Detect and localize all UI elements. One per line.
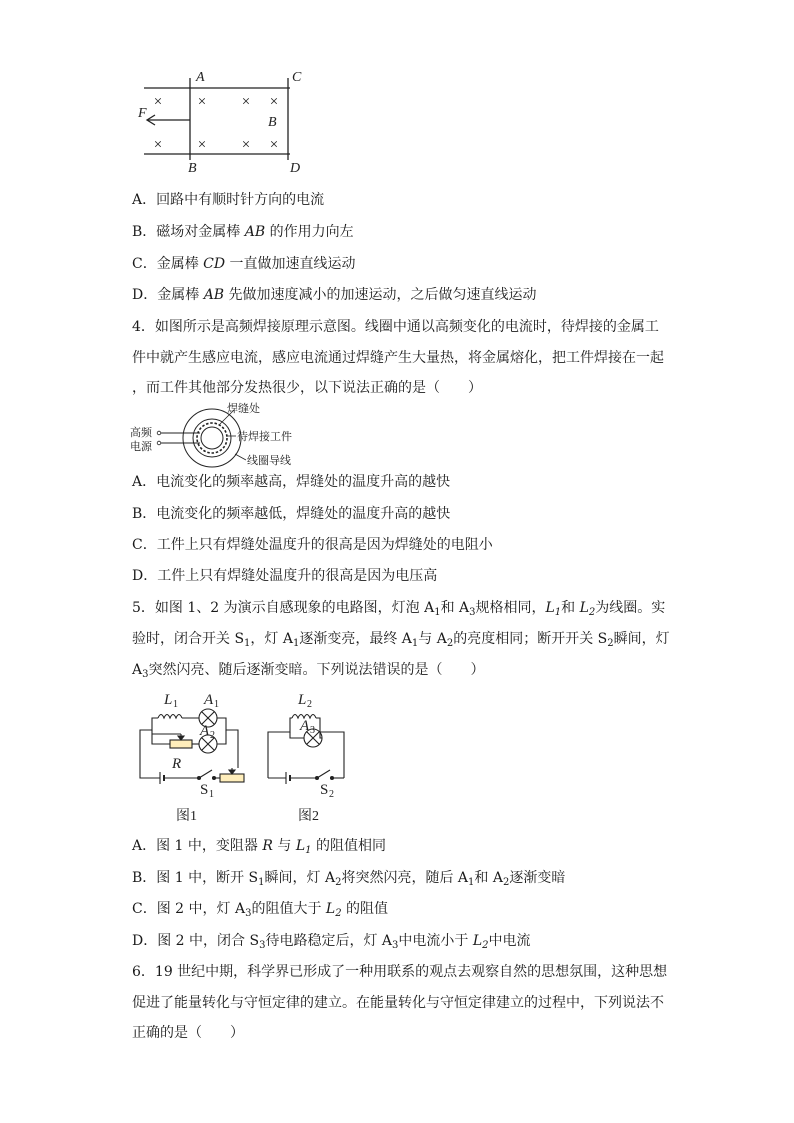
q4-option-b: B．电流变化的频率越低，焊缝处的温度升高的越快 <box>132 506 451 522</box>
svg-text:1: 1 <box>214 699 219 710</box>
q4-option-a: A．电流变化的频率越高，焊缝处的温度升高的越快 <box>132 474 451 490</box>
label-f: F <box>138 106 147 121</box>
label-a1: A <box>204 692 214 708</box>
label-d: D <box>290 161 301 176</box>
label-b: B <box>188 161 197 176</box>
q4-stem-line-1: 4．如图所示是高频焊接原理示意图。线圈中通以高频变化的电流时，待焊接的金属工 <box>132 319 659 335</box>
label-a3: A <box>300 718 310 734</box>
q5-option-b: B．图 1 中，断开 $S_1$瞬间，灯 $A_2$将突然闪亮，随后 $A_1$和 $A_2$逐渐变暗 <box>132 870 566 888</box>
svg-text:1: 1 <box>209 789 214 800</box>
q3-option-b: B．磁场对金属棒 AB 的作用力向左 <box>132 224 354 240</box>
field-cross: × <box>197 137 207 153</box>
label-a: A <box>196 70 205 85</box>
q6-stem-line-2: 促进了能量转化与守恒定律的建立。在能量转化与守恒定律建立的过程中，下列说法不 <box>132 995 664 1011</box>
label-r: R <box>172 756 182 772</box>
q4-option-c: C．工件上只有焊缝处温度升的很高是因为焊缝处的电阻小 <box>132 537 493 553</box>
label-c: C <box>292 70 302 85</box>
field-cross: × <box>153 94 163 110</box>
label-field-b: B <box>268 115 277 130</box>
label-s1: S <box>200 782 209 798</box>
svg-text:2: 2 <box>329 789 334 800</box>
svg-text:1: 1 <box>173 699 178 710</box>
q4-stem-line-3: ，而工件其他部分发热很少，以下说法正确的是（ ） <box>132 380 482 396</box>
caption-figure-1: 图1 <box>176 809 197 824</box>
label-workpiece: 待焊接工件 <box>237 431 292 443</box>
circuit-figure-2 <box>262 688 362 824</box>
svg-text:2: 2 <box>307 699 312 710</box>
field-cross: × <box>269 137 279 153</box>
q6-stem-line-1: 6．19 世纪中期，科学界已形成了一种用联系的观点去观察自然的思想氛围，这种思想 <box>132 964 668 980</box>
high-frequency-welding-figure <box>128 402 308 470</box>
q5-stem-line-3: $A_3$突然闪亮、随后逐渐变暗。下列说法错误的是（ ） <box>132 662 485 680</box>
label-l2: L <box>298 692 307 708</box>
field-cross: × <box>269 94 279 110</box>
q3-option-c: C．金属棒 CD 一直做加速直线运动 <box>132 256 356 272</box>
rails-magnetic-field-figure <box>130 66 320 178</box>
label-high-frequency: 高频 <box>130 427 152 439</box>
label-weld-seam: 焊缝处 <box>227 403 260 415</box>
q5-option-d: D．图 2 中，闭合 $S_3$待电路稳定后，灯 $A_3$中电流小于 $L_2$中电流 <box>132 933 531 951</box>
circuit-figure-1 <box>130 688 250 824</box>
label-s2: S <box>320 782 329 798</box>
q6-stem-line-3: 正确的是（ ） <box>132 1025 244 1041</box>
q5-stem-line-1: 5．如图 1、2 为演示自感现象的电路图，灯泡 $A_1$和 $A_3$规格相同，$L_1$和 $L_2$为线圈。实 <box>132 600 666 618</box>
caption-figure-2: 图2 <box>298 809 319 824</box>
label-a2: A <box>200 723 210 739</box>
label-l1: L <box>164 692 173 708</box>
q4-option-d: D．工件上只有焊缝处温度升的很高是因为电压高 <box>132 568 438 584</box>
label-power-source: 电源 <box>130 441 152 453</box>
label-coil-wire: 线圈导线 <box>247 455 291 467</box>
q3-option-d: D．金属棒 AB 先做加速度减小的加速运动，之后做匀速直线运动 <box>132 287 537 303</box>
q5-option-a: A．图 1 中，变阻器 R 与 $L_1$ 的阻值相同 <box>132 838 386 856</box>
q3-option-a: A．回路中有顺时针方向的电流 <box>132 192 325 208</box>
svg-text:3: 3 <box>310 725 315 736</box>
q4-stem-line-2: 件中就产生感应电流，感应电流通过焊缝产生大量热，将金属熔化，把工件焊接在一起 <box>132 350 664 366</box>
field-cross: × <box>241 137 251 153</box>
q5-option-c: C．图 2 中，灯 $A_3$的阻值大于 $L_2$ 的阻值 <box>132 901 389 919</box>
field-cross: × <box>197 94 207 110</box>
svg-text:2: 2 <box>210 730 215 741</box>
field-cross: × <box>241 94 251 110</box>
q5-stem-line-2: 验时，闭合开关 $S_1$，灯 $A_1$逐渐变亮，最终 $A_1$与 $A_2$的亮度相同；断开开关 $S_2$瞬间，灯 <box>132 631 670 649</box>
field-cross: × <box>153 137 163 153</box>
